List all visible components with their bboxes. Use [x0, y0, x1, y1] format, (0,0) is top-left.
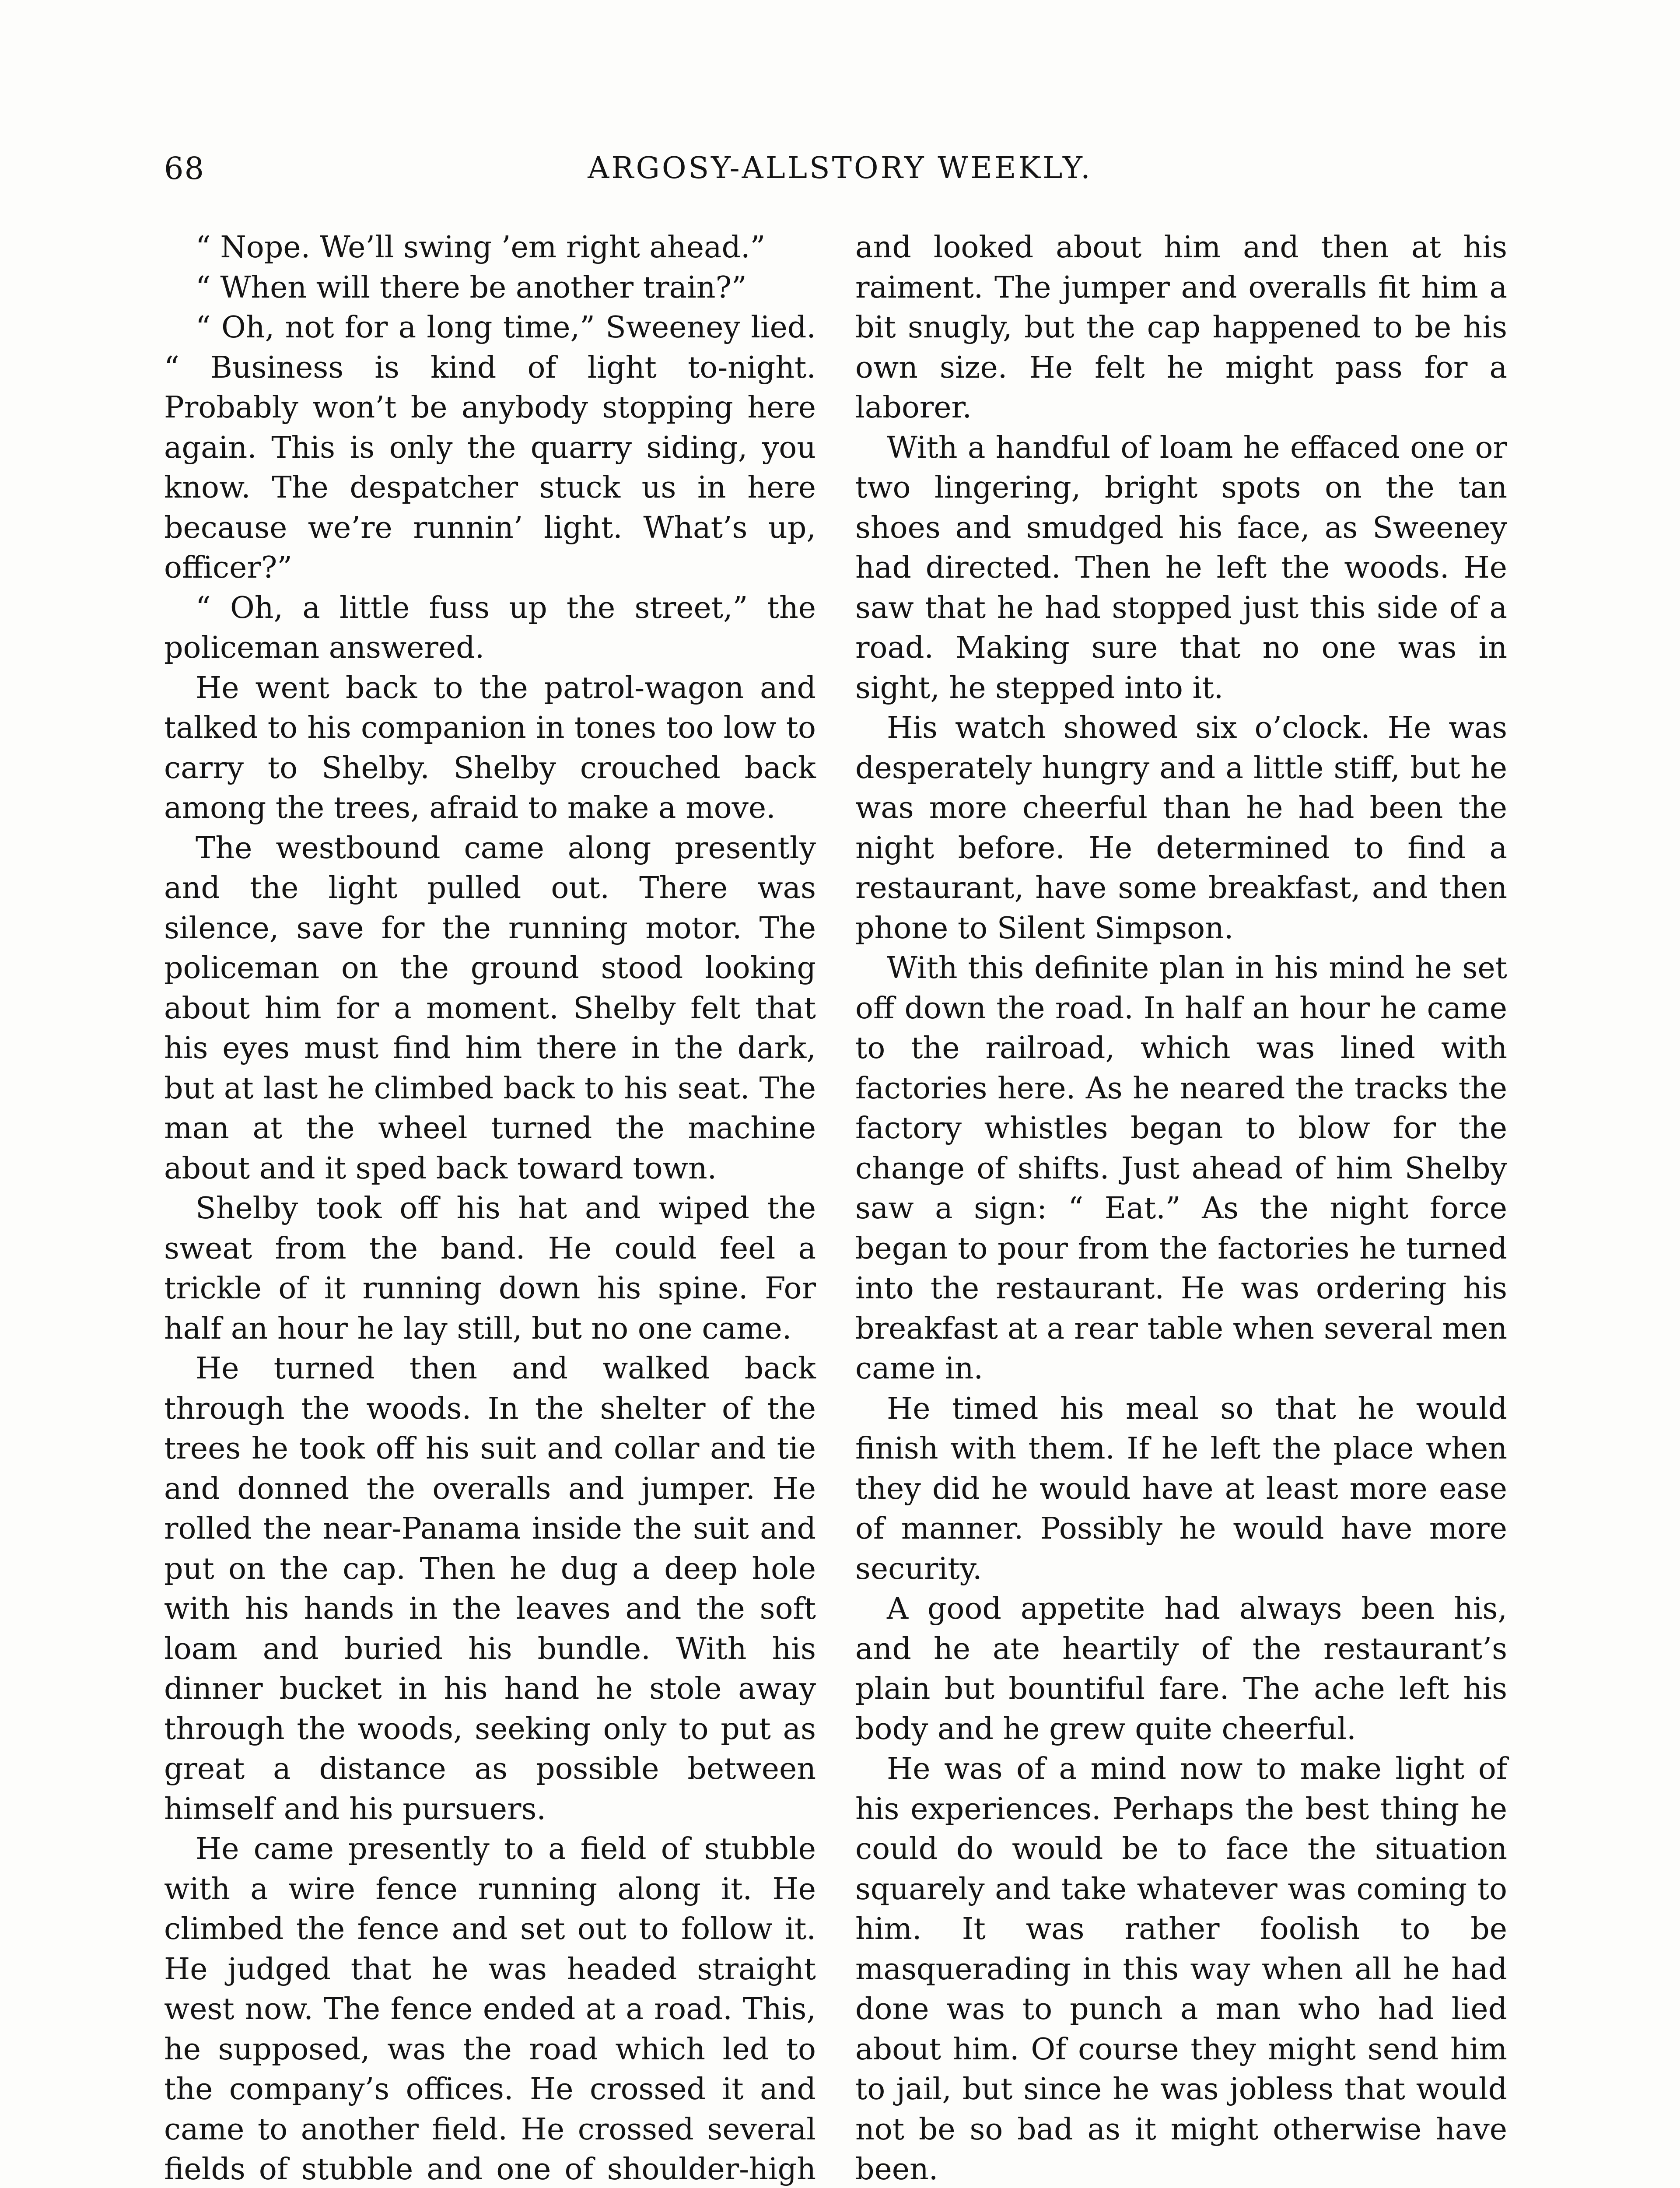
- paragraph: “ Nope. We’ll swing ’em right ahead.”: [196, 230, 766, 265]
- running-title: ARGOSY-ALLSTORY WEEKLY.: [588, 151, 1092, 186]
- paragraph: With this definite plan in his mind he set off down the road. In half an hour he came to the railroad, which was lined with factories here. As he neared the tracks the factory whistles began to blow for the change of shifts. Just ahead of him Shelby saw a sign: “ Eat.” As the night force began to pour from the factories he turned into the restaurant. He was ordering his breakfast at a rear table when several men came in.: [855, 951, 1507, 1386]
- paragraph: He timed his meal so that he would finish with them. If he left the place when they did he would have at least more ease of manner. Possibly he would have more security.: [855, 1391, 1507, 1586]
- paragraph: He went back to the patrol-wagon and talked to his companion in tones too low to carry to Shelby. Shelby crouched back among the trees, afraid to make a move.: [164, 670, 816, 825]
- paragraph: With a handful of loam he effaced one or two lingering, bright spots on the tan shoes and smudged his face, as Sweeney had directed. Then he left the woods. He saw that he had stopped just this side of a road. Making sure that no one was in sight, he stepped into it.: [855, 430, 1507, 705]
- paragraph: The westbound came along presently and the light pulled out. There was silence, save for the running motor. The policeman on the ground stood looking about him for a moment. Shelby felt that his eyes must find him there in the dark, but at last he climbed back to his seat. The man at the wheel turned the machine about and it sped back toward town.: [164, 831, 816, 1186]
- paragraph: Shelby took off his hat and wiped the sweat from the band. He could feel a trickle of it running down his spine. For half an hour he lay still, but no one came.: [164, 1191, 816, 1346]
- paragraph: “ Oh, a little fuss up the street,” the policeman answered.: [164, 590, 816, 665]
- page-number: 68: [164, 151, 205, 186]
- paragraph: and looked about him and then at his raiment. The jumper and overalls fit him a bit snugly, but the cap happened to be his own size. He felt he might pass for a laborer.: [855, 230, 1507, 425]
- paragraph: He came presently to a field of stubble with a wire fence running along it. He climbed the fence and set out to follow it. He judged that he was headed straight west now. The fence ended at a road. This, he supposed, was the road which led to the company’s offices. He crossed it and came to another field. He crossed several fields of stubble and one of shoulder-high: [164, 1832, 816, 2187]
- paragraph: A good appetite had always been his, and he ate heartily of the restaurant’s plain but bountiful fare. The ache left his body and he grew quite cheerful.: [855, 1592, 1507, 1746]
- paragraph: His watch showed six o’clock. He was desperately hungry and a little stiff, but he was more cheerful than he had been the night before. He determined to find a restaurant, have some breakfast, and then phone to Silent Simpson.: [855, 711, 1507, 946]
- paragraph: “ When will there be another train?”: [196, 270, 747, 305]
- paragraph: He was of a mind now to make light of his experiences. Perhaps the best thing he could do would be to face the situation squarely and take whatever was coming to him. It was rather foolish to be masquerading in this way when all he had done was to punch a man who had lied about him. Of course they might send him to jail, but since he was jobless that would not be so bad as it might otherwise have been.: [855, 1752, 1507, 2187]
- paragraph: He turned then and walked back through the woods. In the shelter of the trees he took off his suit and collar and tie and donned the overalls and jumper. He rolled the near-Panama inside the suit and put on the cap. Then he dug a deep hole with his hands in the leaves and the soft loam and buried his bundle. With his dinner bucket in his hand he stole away through the woods, seeking only to put as great a distance as possible between himself and his pursuers.: [164, 1351, 816, 1827]
- right-column: [855, 228, 1507, 2188]
- left-column: [164, 228, 816, 2188]
- page-header: [164, 144, 1516, 193]
- paragraph: “ Oh, not for a long time,” Sweeney lied. “ Business is kind of light to-night. Probably won’t be anybody stopping here again. This is only the quarry siding, you know. The despatcher stuck us in here because we’re runnin’ light. What’s up, officer?”: [164, 310, 816, 585]
